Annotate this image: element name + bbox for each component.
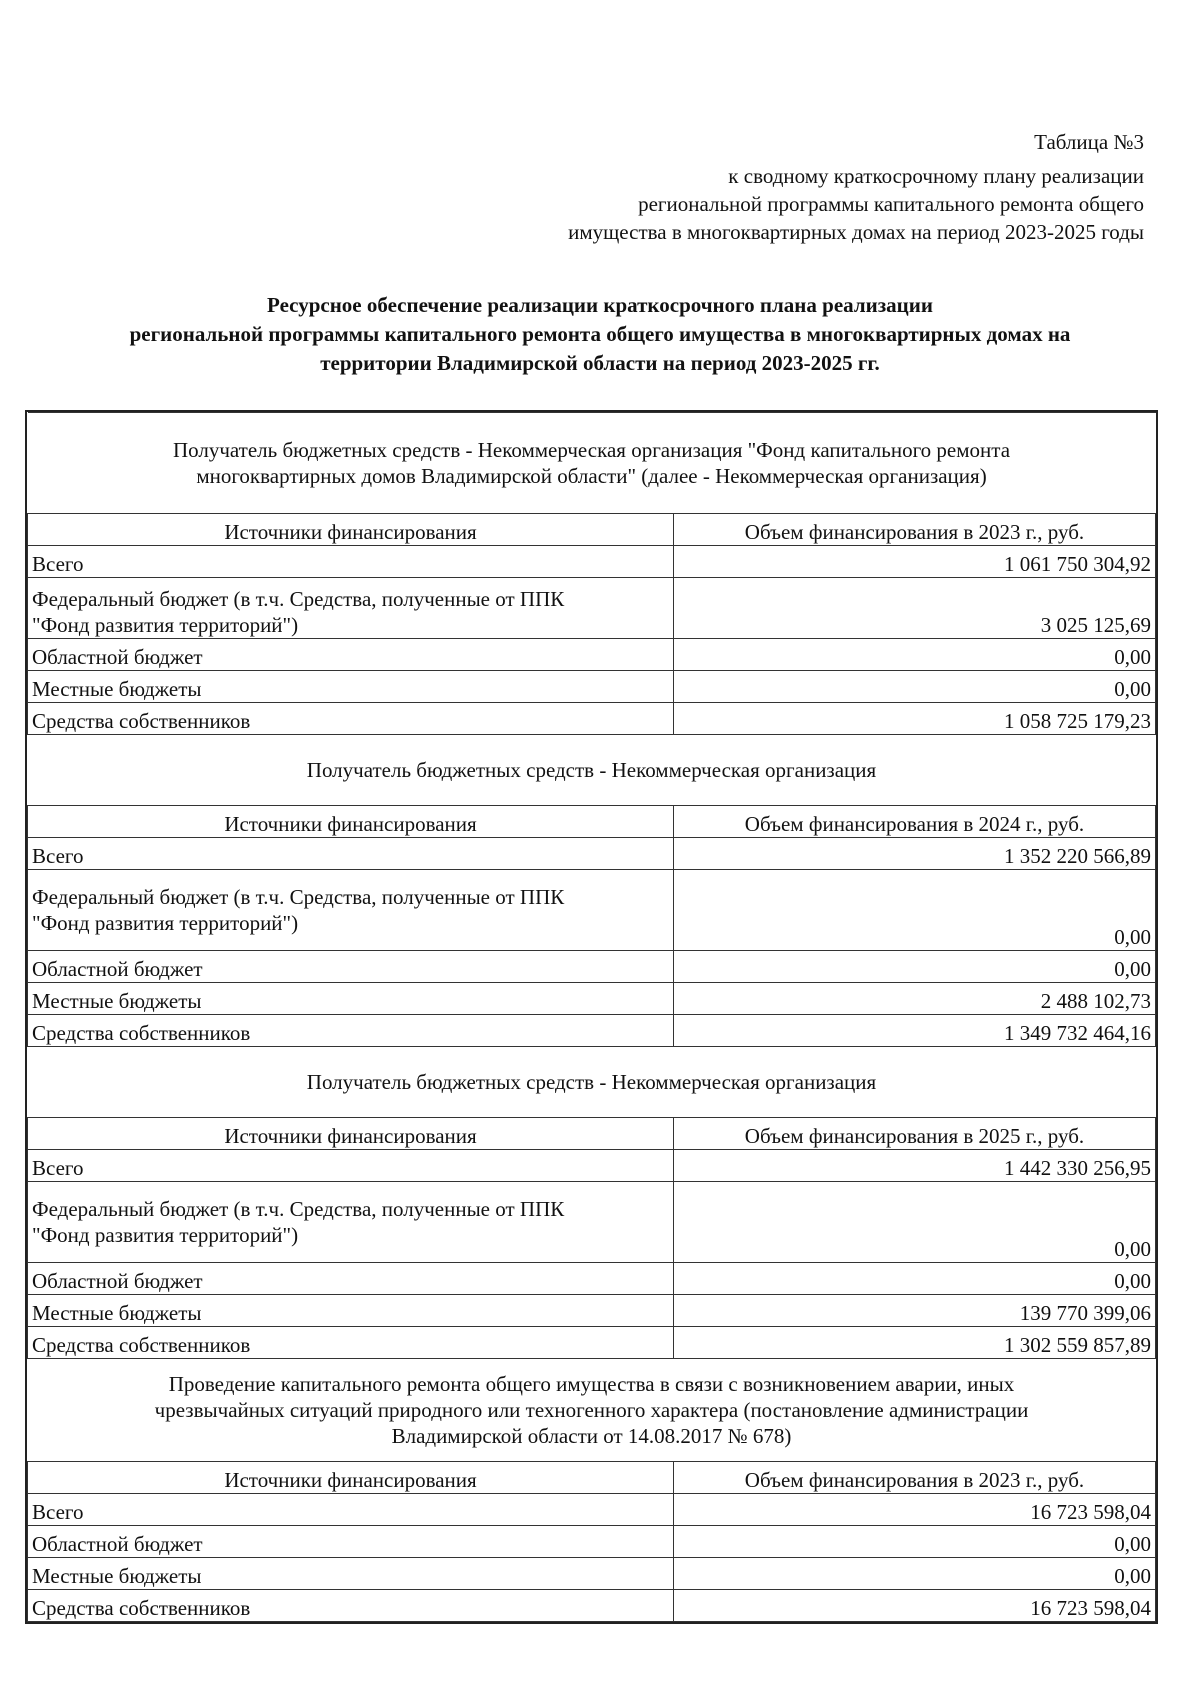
row-label: Местные бюджеты <box>28 983 674 1015</box>
title-line: региональной программы капитального ремонта общего имущества в многоквартирных домах на <box>129 322 1071 346</box>
table-row <box>28 983 1156 1015</box>
row-value: 16 723 598,04 <box>674 1494 1156 1526</box>
row-value: 1 302 559 857,89 <box>674 1327 1156 1359</box>
row-label-line: Федеральный бюджет (в т.ч. Средства, полученные от ППК <box>32 1197 565 1221</box>
title-line: территории Владимирской области на период 2023-2025 гг. <box>320 351 880 375</box>
table-row <box>28 703 1156 735</box>
row-label: Областной бюджет <box>28 639 674 671</box>
row-value: 0,00 <box>674 671 1156 703</box>
table-row <box>28 870 1156 951</box>
row-value: 1 349 732 464,16 <box>674 1015 1156 1047</box>
row-value: 16 723 598,04 <box>674 1590 1156 1622</box>
column-header-source: Источники финансирования <box>28 1462 674 1494</box>
column-header-row <box>28 806 1156 838</box>
table-row <box>28 671 1156 703</box>
section-heading-line: Владимирской области от 14.08.2017 № 678) <box>391 1424 792 1448</box>
annex-line: региональной программы капитального ремонта общего <box>638 192 1144 216</box>
financing-table <box>25 410 1158 1624</box>
row-label: Средства собственников <box>28 1015 674 1047</box>
row-label: Местные бюджеты <box>28 1558 674 1590</box>
section-heading-line: Проведение капитального ремонта общего имущества в связи с возникновением аварии, иных <box>168 1372 1015 1396</box>
table-row <box>28 1295 1156 1327</box>
row-value: 0,00 <box>674 870 1156 951</box>
title-line: Ресурсное обеспечение реализации краткосрочного плана реализации <box>267 293 933 317</box>
row-label: Средства собственников <box>28 1590 674 1622</box>
column-header-source: Источники финансирования <box>28 1118 674 1150</box>
column-header-row <box>28 1118 1156 1150</box>
column-header-row <box>28 1462 1156 1494</box>
table-row <box>28 1526 1156 1558</box>
row-value: 3 025 125,69 <box>674 578 1156 639</box>
table-row <box>28 1015 1156 1047</box>
row-label: Средства собственников <box>28 703 674 735</box>
section-heading-line: Получатель бюджетных средств - Некоммерческая организация "Фонд капитального ремонта <box>172 438 1011 462</box>
section-heading-line: многоквартирных домов Владимирской области" (далее - Некоммерческая организация) <box>196 464 987 488</box>
row-value: 0,00 <box>674 1263 1156 1295</box>
annex-note <box>568 128 1144 246</box>
row-label: Местные бюджеты <box>28 671 674 703</box>
section-heading <box>28 413 1156 514</box>
section-heading-line: чрезвычайных ситуаций природного или техногенного характера (постановление администрации <box>154 1398 1029 1422</box>
column-header-source: Источники финансирования <box>28 514 674 546</box>
row-label-line: "Фонд развития территорий") <box>32 613 299 637</box>
row-label: Средства собственников <box>28 1327 674 1359</box>
row-label-line: "Фонд развития территорий") <box>32 1223 299 1247</box>
row-value: 0,00 <box>674 639 1156 671</box>
row-label-line: "Фонд развития территорий") <box>32 911 299 935</box>
column-header-volume: Объем финансирования в 2025 г., руб. <box>674 1118 1156 1150</box>
row-label: Областной бюджет <box>28 1526 674 1558</box>
row-label: Местные бюджеты <box>28 1295 674 1327</box>
table-row <box>28 1150 1156 1182</box>
row-label <box>28 870 674 951</box>
table-row <box>28 838 1156 870</box>
table-row <box>28 1327 1156 1359</box>
table-row <box>28 578 1156 639</box>
row-value: 1 352 220 566,89 <box>674 838 1156 870</box>
row-value: 139 770 399,06 <box>674 1295 1156 1327</box>
row-value: 0,00 <box>674 1182 1156 1263</box>
column-header-volume: Объем финансирования в 2023 г., руб. <box>674 514 1156 546</box>
row-label <box>28 578 674 639</box>
row-label: Областной бюджет <box>28 1263 674 1295</box>
row-value: 1 058 725 179,23 <box>674 703 1156 735</box>
column-header-volume: Объем финансирования в 2024 г., руб. <box>674 806 1156 838</box>
section-heading <box>28 1359 1156 1462</box>
row-value: 1 442 330 256,95 <box>674 1150 1156 1182</box>
annex-line: имущества в многоквартирных домах на период 2023-2025 годы <box>568 220 1144 244</box>
row-label: Всего <box>28 1494 674 1526</box>
table-row <box>28 546 1156 578</box>
column-header-row <box>28 514 1156 546</box>
row-value: 1 061 750 304,92 <box>674 546 1156 578</box>
annex-line: к сводному краткосрочному плану реализации <box>728 164 1144 188</box>
row-value: 0,00 <box>674 1526 1156 1558</box>
row-label: Всего <box>28 546 674 578</box>
row-value: 2 488 102,73 <box>674 983 1156 1015</box>
row-label: Всего <box>28 1150 674 1182</box>
row-label: Всего <box>28 838 674 870</box>
row-value: 0,00 <box>674 1558 1156 1590</box>
table-row <box>28 1558 1156 1590</box>
table-row <box>28 951 1156 983</box>
column-header-source: Источники финансирования <box>28 806 674 838</box>
section-heading: Получатель бюджетных средств - Некоммерческая организация <box>28 1047 1156 1118</box>
table-row <box>28 1182 1156 1263</box>
document-title <box>40 291 1160 378</box>
row-label-line: Федеральный бюджет (в т.ч. Средства, полученные от ППК <box>32 587 565 611</box>
section-heading: Получатель бюджетных средств - Некоммерческая организация <box>28 735 1156 806</box>
row-label-line: Федеральный бюджет (в т.ч. Средства, полученные от ППК <box>32 885 565 909</box>
row-value: 0,00 <box>674 951 1156 983</box>
column-header-volume: Объем финансирования в 2023 г., руб. <box>674 1462 1156 1494</box>
table-row <box>28 1263 1156 1295</box>
table-row <box>28 1590 1156 1622</box>
row-label: Областной бюджет <box>28 951 674 983</box>
row-label <box>28 1182 674 1263</box>
table-number: Таблица №3 <box>1034 130 1144 154</box>
table-row <box>28 639 1156 671</box>
table-row <box>28 1494 1156 1526</box>
